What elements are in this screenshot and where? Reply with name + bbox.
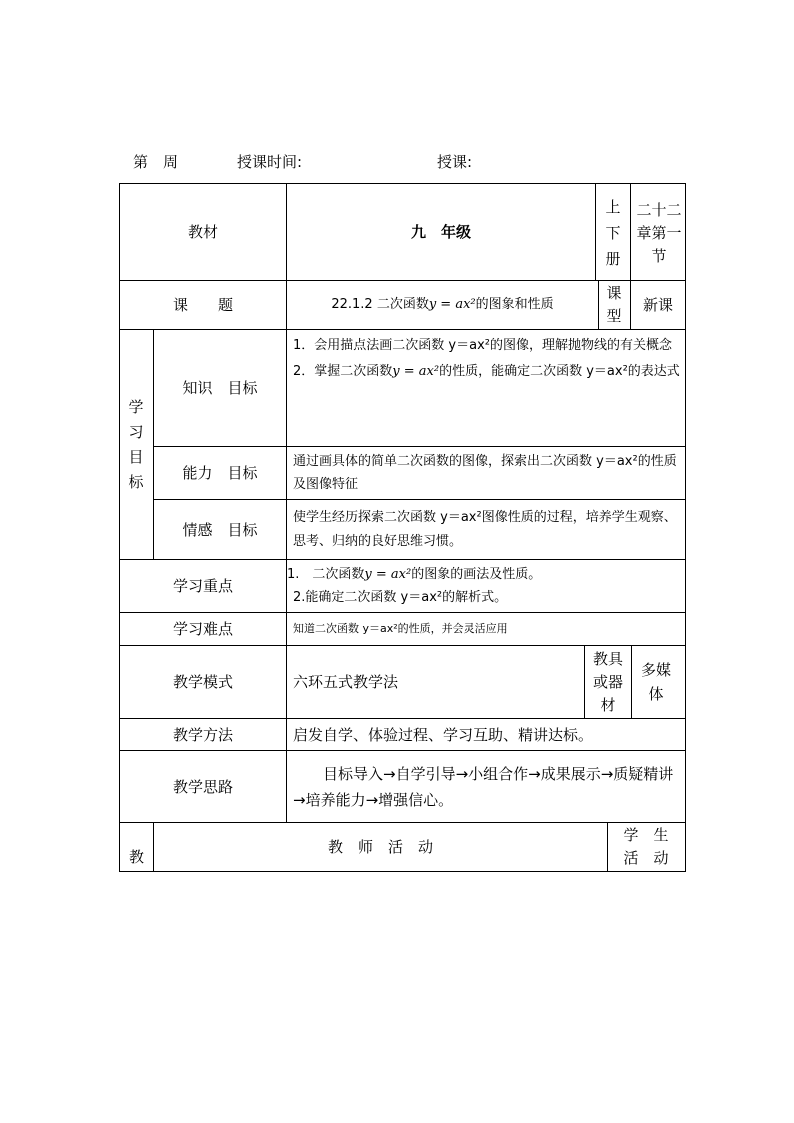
- knowledge-label: 知识 目标: [182, 379, 258, 397]
- teacher-activities-label: 教 师 活 动: [327, 838, 433, 856]
- tools-label: 教具或器材: [592, 649, 623, 714]
- knowledge-text: [287, 333, 685, 445]
- approach-label: 教学思路: [172, 777, 233, 796]
- knowledge-line-2-prefix: 2．掌握二次函数: [293, 364, 393, 379]
- grade-value: 九 年级: [410, 223, 471, 241]
- key-point-1-suffix: 的图象的画法及性质。: [411, 567, 542, 582]
- method-text: 启发自学、体验过程、学习互助、精讲达标。: [293, 725, 594, 744]
- key-point-2: 2.能确定二次函数 y＝ax²的解析式。: [293, 590, 508, 605]
- volume-value: 上下册: [605, 198, 621, 268]
- activities-left-label: 教: [128, 848, 144, 866]
- ability-text: 通过画具体的简单二次函数的图像，探索出二次函数 y＝ax²的性质及图像特征: [293, 454, 677, 492]
- objectives-group-label: 学习目标: [128, 398, 144, 491]
- emotion-text: 使学生经历探索二次函数 y＝ax²图像性质的过程，培养学生观察、思考、归纳的良好思维习惯。: [293, 509, 677, 549]
- key-points-text: [287, 563, 685, 611]
- type-label: 课型: [606, 284, 622, 325]
- topic-title-prefix: 22.1.2 二次函数: [331, 297, 429, 312]
- textbook-label: 教材: [187, 223, 218, 241]
- mode-text: 六环五式教学法: [293, 673, 399, 691]
- lesson-plan-table: [119, 183, 685, 871]
- knowledge-line-2-suffix: 的性质，能确定二次函数 y＝ax²的表达式: [439, 364, 680, 379]
- method-label: 教学方法: [172, 725, 233, 744]
- knowledge-line-1: 1．会用描点法画二次函数 y＝ax²的图像，理解抛物线的有关概念: [293, 338, 672, 353]
- topic-title-formula: y = ax²: [428, 297, 476, 312]
- student-activities-label: 学 生 活 动: [623, 826, 684, 867]
- teacher-label: 授课:: [437, 153, 473, 171]
- key-points-label: 学习重点: [172, 577, 233, 595]
- topic-title: [287, 281, 598, 329]
- difficulty-text: 知道二次函数 y＝ax²的性质，并会灵活应用: [293, 622, 508, 635]
- time-label: 授课时间:: [237, 153, 303, 171]
- knowledge-line-2-formula: y = ax²: [392, 364, 440, 379]
- key-point-1-formula: y = ax²: [364, 567, 412, 582]
- ability-label: 能力 目标: [182, 464, 258, 482]
- chapter-value: 二十二章第一节: [636, 200, 682, 265]
- week-label: 第 周: [133, 153, 179, 171]
- tools-value: 多媒体: [640, 661, 671, 703]
- knowledge-line-2: [293, 359, 681, 385]
- key-point-1: [287, 563, 685, 586]
- topic-label: 课 题: [172, 296, 233, 314]
- approach-text: 目标导入→自学引导→小组合作→成果展示→质疑精讲→培养能力→增强信心。: [293, 764, 674, 809]
- mode-label: 教学模式: [172, 673, 233, 691]
- topic-title-suffix: 的图象和性质: [475, 297, 554, 312]
- difficulty-label: 学习难点: [172, 620, 233, 638]
- emotion-label: 情感 目标: [182, 520, 258, 539]
- key-point-1-prefix: 1. 二次函数: [287, 567, 365, 582]
- type-value: 新课: [642, 296, 673, 314]
